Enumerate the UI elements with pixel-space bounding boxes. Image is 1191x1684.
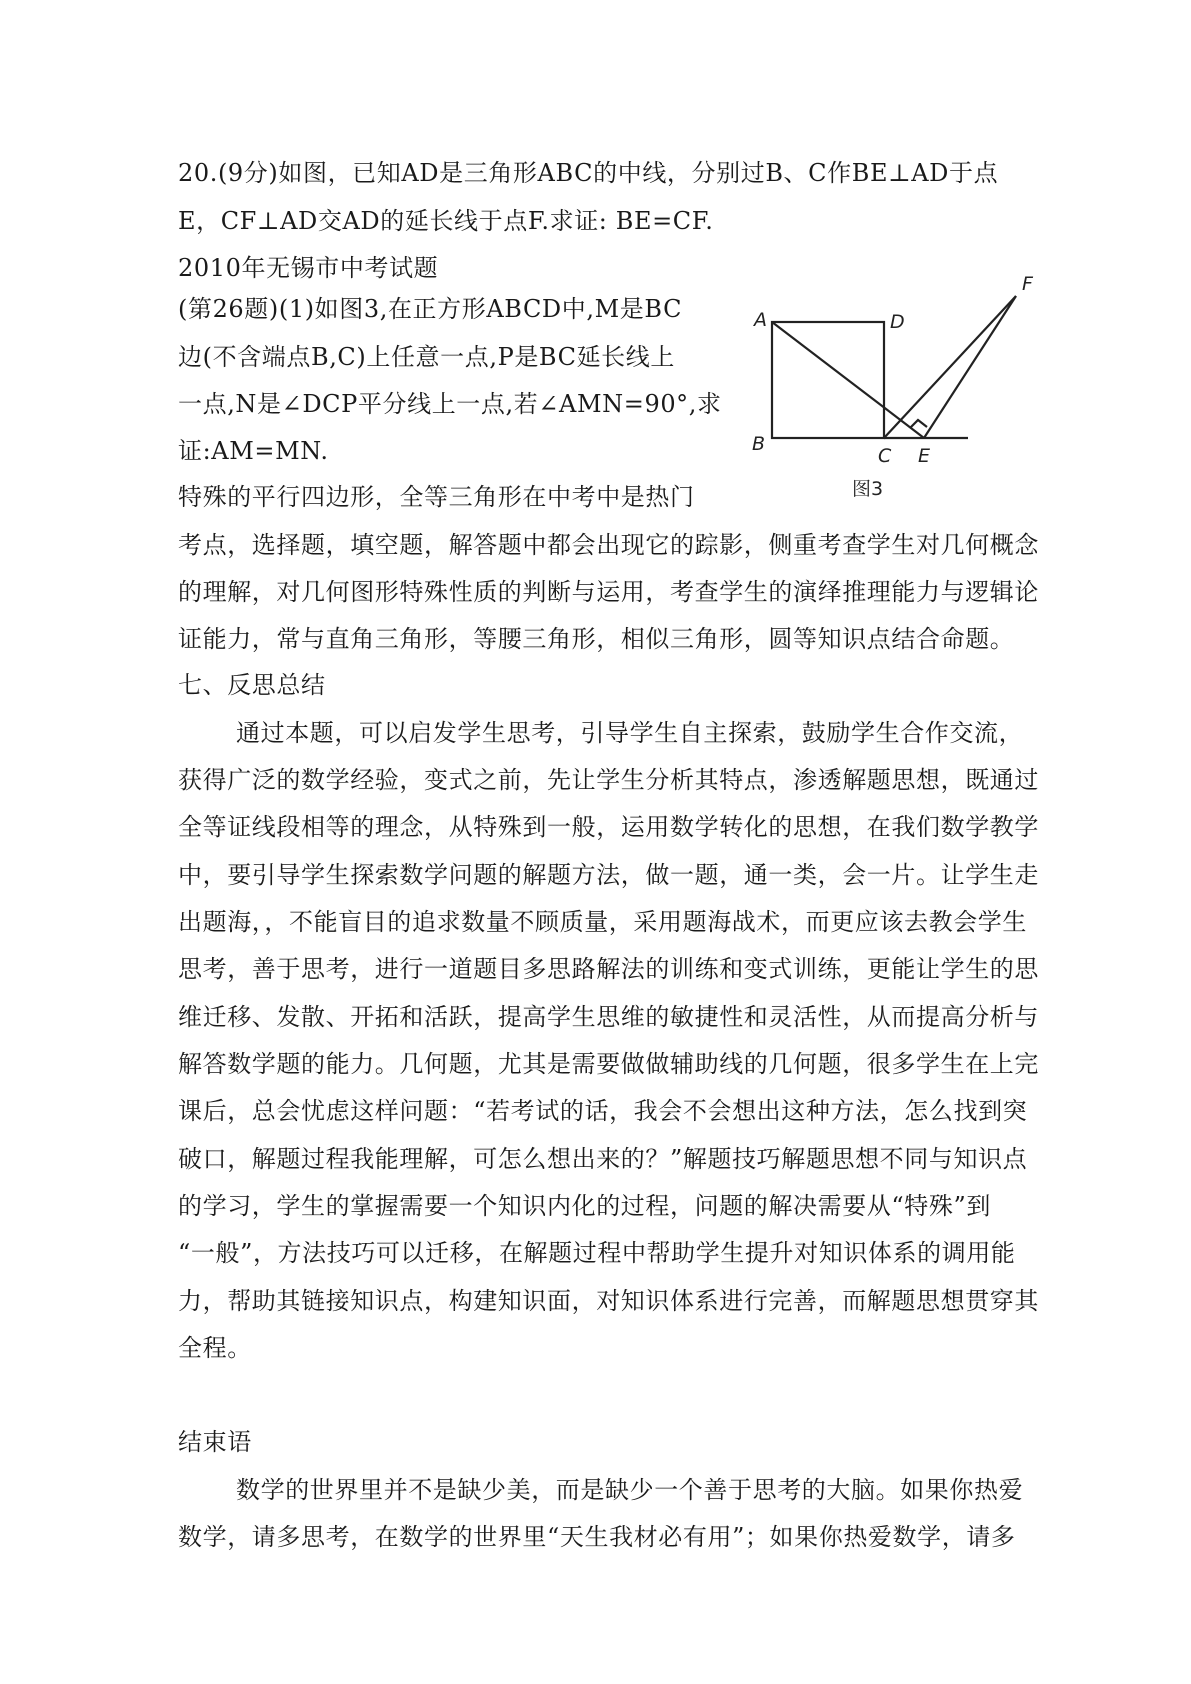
problem-20-line-2: E，CF⊥AD交AD的延长线于点F.求证: BE=CF. [178, 207, 714, 235]
problem-20-line-1: 20.(9分)如图，已知AD是三角形ABC的中线，分别过B、C作BE⊥AD于点 [178, 159, 999, 187]
section-7-line: 出题海，，不能盲目的追求数量不顾质量，采用题海战术，而更应该去教会学生 [178, 908, 1027, 936]
label-a: A [754, 309, 767, 331]
section-7-line: 维迁移、发散、开拓和活跃，提高学生思维的敏捷性和灵活性，从而提高分析与 [178, 1003, 1039, 1031]
analysis-line-4: 证能力，常与直角三角形，等腰三角形，相似三角形，圆等知识点结合命题。 [178, 625, 1015, 653]
figure-caption: 图3 [852, 478, 884, 500]
geometry-figure [740, 272, 1040, 502]
section-7-line: 破口，解题过程我能理解，可怎么想出来的？”解题技巧解题思想不同与知识点 [178, 1145, 1028, 1173]
section-7-line: 解答数学题的能力。几何题，尤其是需要做做辅助线的几何题，很多学生在上完 [178, 1050, 1039, 1078]
problem-26-line-1: (第26题)(1)如图3,在正方形ABCD中,M是BC [178, 295, 683, 323]
section-7-line: 通过本题，可以启发学生思考，引导学生自主探索，鼓励学生合作交流， [236, 719, 1024, 747]
section-7-line: 全程。 [178, 1334, 252, 1362]
label-e: E [918, 445, 931, 467]
section-7-line: 中，要引导学生探索数学问题的解题方法，做一题，通一类，会一片。让学生走 [178, 861, 1039, 889]
section-7-line: 的学习，学生的掌握需要一个知识内化的过程，问题的解决需要从“特殊”到 [178, 1192, 991, 1220]
section-7-heading: 七、反思总结 [178, 671, 326, 699]
section-7-line: 力，帮助其链接知识点，构建知识面，对知识体系进行完善，而解题思想贯穿其 [178, 1287, 1039, 1315]
conclusion-line: 数学，请多思考，在数学的世界里“天生我材必有用”；如果你热爱数学，请多 [178, 1523, 1016, 1551]
section-7-line: 获得广泛的数学经验，变式之前，先让学生分析其特点，渗透解题思想，既通过 [178, 766, 1039, 794]
analysis-line-2: 考点，选择题，填空题，解答题中都会出现它的踪影，侧重考查学生对几何概念 [178, 531, 1039, 559]
analysis-line-3: 的理解，对几何图形特殊性质的判断与运用，考查学生的演绎推理能力与逻辑论 [178, 578, 1039, 606]
analysis-line-1: 特殊的平行四边形，全等三角形在中考中是热门 [178, 483, 695, 511]
section-7-line: 全等证线段相等的理念，从特殊到一般，运用数学转化的思想，在我们数学教学 [178, 813, 1039, 841]
section-7-line: “一般”，方法技巧可以迁移，在解题过程中帮助学生提升对知识体系的调用能 [178, 1239, 1016, 1267]
label-c: C [878, 445, 892, 467]
problem-26-line-3: 一点,N是∠DCP平分线上一点,若∠AMN=90°,求 [178, 390, 722, 418]
square-abcd [772, 322, 884, 438]
label-b: B [752, 433, 766, 455]
conclusion-heading: 结束语 [178, 1428, 252, 1456]
label-f: F [1022, 273, 1033, 295]
section-7-line: 思考，善于思考，进行一道题目多思路解法的训练和变式训练，更能让学生的思 [178, 955, 1039, 983]
line-e-to-f [924, 296, 1016, 438]
label-d: D [890, 311, 905, 333]
right-angle-mark [910, 420, 927, 428]
exam-title: 2010年无锡市中考试题 [178, 254, 439, 282]
conclusion-line: 数学的世界里并不是缺少美，而是缺少一个善于思考的大脑。如果你热爱 [236, 1476, 1024, 1504]
problem-26-line-4: 证:AM=MN. [178, 437, 329, 465]
problem-26-line-2: 边(不含端点B,C)上任意一点,P是BC延长线上 [178, 343, 675, 371]
section-7-line: 课后，总会忧虑这样问题：“若考试的话，我会不会想出这种方法，怎么找到突 [178, 1097, 1028, 1125]
